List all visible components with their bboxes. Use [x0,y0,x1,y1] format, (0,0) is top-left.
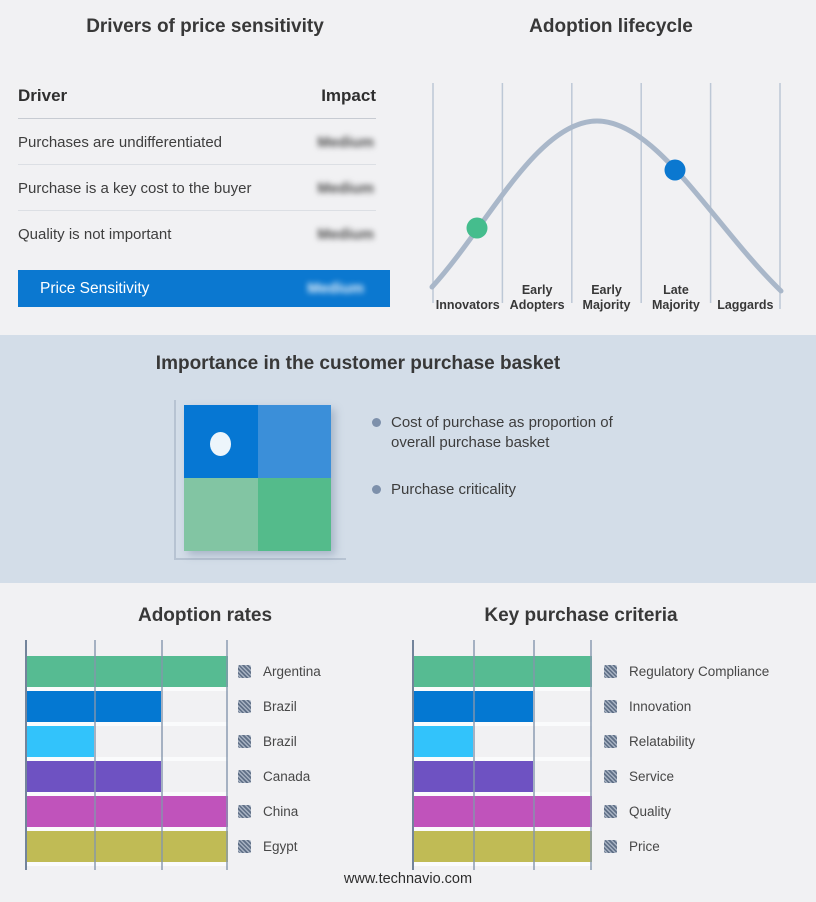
position-marker-dot [210,432,231,456]
legend-item [238,656,321,687]
adoption-rates-chart [25,640,228,870]
matrix-y-axis [174,400,176,560]
bullet-dot-icon [372,418,381,427]
drivers-title: Drivers of price sensitivity [86,16,324,37]
col-header-impact: Impact [321,86,376,105]
bar-row [414,761,592,796]
adoption-rates-title: Adoption rates [137,605,273,626]
bar-argentina [27,656,228,687]
legend-label: Argentina [263,664,321,679]
quadrant-top-left [184,405,258,478]
key-purchase-criteria-plot [412,640,592,870]
adoption-lifecycle-chart [425,75,795,315]
top-section [0,0,816,335]
highlight-impact-cell-blurred: Medium [307,280,364,297]
lifecycle-gridlines [433,83,780,309]
bullet-dot-icon [372,485,381,494]
legend-label: Brazil [263,734,297,749]
bar-row [27,691,228,726]
legend-item [604,761,769,792]
bullet-text: Purchase criticality [391,480,517,498]
adoption-rates-plot [25,640,228,870]
basket-title: Importance in the customer purchase basket [155,353,561,374]
legend-label: Service [629,769,675,784]
chart-gridline [533,640,535,870]
legend-label: Canada [263,769,311,784]
bar-row [27,796,228,831]
matrix-x-axis [174,558,346,560]
bar-brazil [27,726,94,757]
quadrant-top-right [258,405,332,478]
bar-row [414,656,592,691]
blurred-flag-icon [604,735,617,748]
legend-label: Brazil [263,699,297,714]
legend-item [604,691,769,722]
legend-item [238,831,321,862]
col-header-driver: Driver [18,86,68,105]
bar-row [414,691,592,726]
legend-item [604,656,769,687]
blurred-flag-icon [604,805,617,818]
lifecycle-stage-labels [433,283,780,313]
table-row [18,211,376,256]
blurred-flag-icon [238,735,251,748]
bar-row [27,656,228,691]
table-row [18,119,376,165]
legend-label: Egypt [263,839,298,854]
bar-row [27,761,228,796]
legend-label: Price [629,839,660,854]
stage-label-laggards: Laggards [717,298,774,312]
chart-gridline [473,640,475,870]
bar-row [414,726,592,761]
blurred-flag-icon [238,770,251,783]
impact-cell-blurred: Medium [317,180,374,197]
bullet-item [372,480,642,500]
bar-row [27,726,228,761]
bar-row [27,831,228,866]
chart-gridline [94,640,96,870]
table-row [18,165,376,211]
chart-gridline [590,640,592,870]
innovators-dot [467,218,488,239]
legend-item [604,831,769,862]
bullet-item [372,413,642,454]
bar-regulatory-compliance [414,656,592,687]
late-majority-dot [665,160,686,181]
legend-label: China [263,804,299,819]
adoption-rates-legend [238,656,321,866]
bullet-text: Cost of purchase as proportion of overall purchase basket [391,414,613,452]
key-purchase-criteria-title: Key purchase criteria [484,605,678,626]
legend-item [238,796,321,827]
stage-label-innovators: Innovators [435,298,500,312]
lifecycle-curve-svg [425,75,795,315]
driver-cell: Purchase is a key cost to the buyer [18,180,252,197]
matrix-grid [184,405,331,551]
legend-item [238,726,321,757]
blurred-flag-icon [604,665,617,678]
driver-cell: Purchases are undifferentiated [18,134,223,151]
chart-gridline [161,640,163,870]
highlight-driver-cell: Price Sensitivity [40,279,150,297]
legend-label: Innovation [629,699,692,714]
quadrant-bottom-left [184,478,258,551]
impact-cell-blurred: Medium [317,226,374,243]
key-purchase-criteria-legend [604,656,769,866]
blurred-flag-icon [604,770,617,783]
bar-price [414,831,592,862]
legend-item [604,796,769,827]
legend-label: Regulatory Compliance [629,664,770,679]
website-link[interactable]: www.technavio.com [343,871,473,887]
stage-label-early-adopters: Early Adopters [509,283,565,312]
blurred-flag-icon [604,840,617,853]
legend-item [238,761,321,792]
blurred-flag-icon [238,700,251,713]
impact-cell-blurred: Medium [317,134,374,151]
bar-row [414,796,592,831]
bar-row [414,831,592,866]
blurred-flag-icon [238,665,251,678]
drivers-table [18,86,376,256]
legend-item [604,726,769,757]
legend-label: Relatability [629,734,696,749]
bar-quality [414,796,592,827]
price-sensitivity-highlight-row [18,270,390,307]
legend-label: Quality [629,804,672,819]
key-purchase-criteria-chart [412,640,592,870]
bell-curve [432,121,781,291]
lifecycle-title: Adoption lifecycle [529,16,693,37]
stage-label-early-majority: Early Majority [582,283,631,312]
drivers-table-header [18,86,376,119]
stage-label-late-majority: Late Majority [651,283,700,312]
bar-relatability [414,726,473,757]
blurred-flag-icon [238,840,251,853]
blurred-flag-icon [604,700,617,713]
basket-bullet-list [372,413,642,526]
blurred-flag-icon [238,805,251,818]
bottom-section [0,583,816,902]
bar-egypt [27,831,228,862]
purchase-basket-band [0,335,816,583]
purchase-basket-matrix [174,398,346,566]
chart-gridline [226,640,228,870]
bar-china [27,796,228,827]
driver-cell: Quality is not important [18,226,172,243]
quadrant-bottom-right [258,478,332,551]
legend-item [238,691,321,722]
